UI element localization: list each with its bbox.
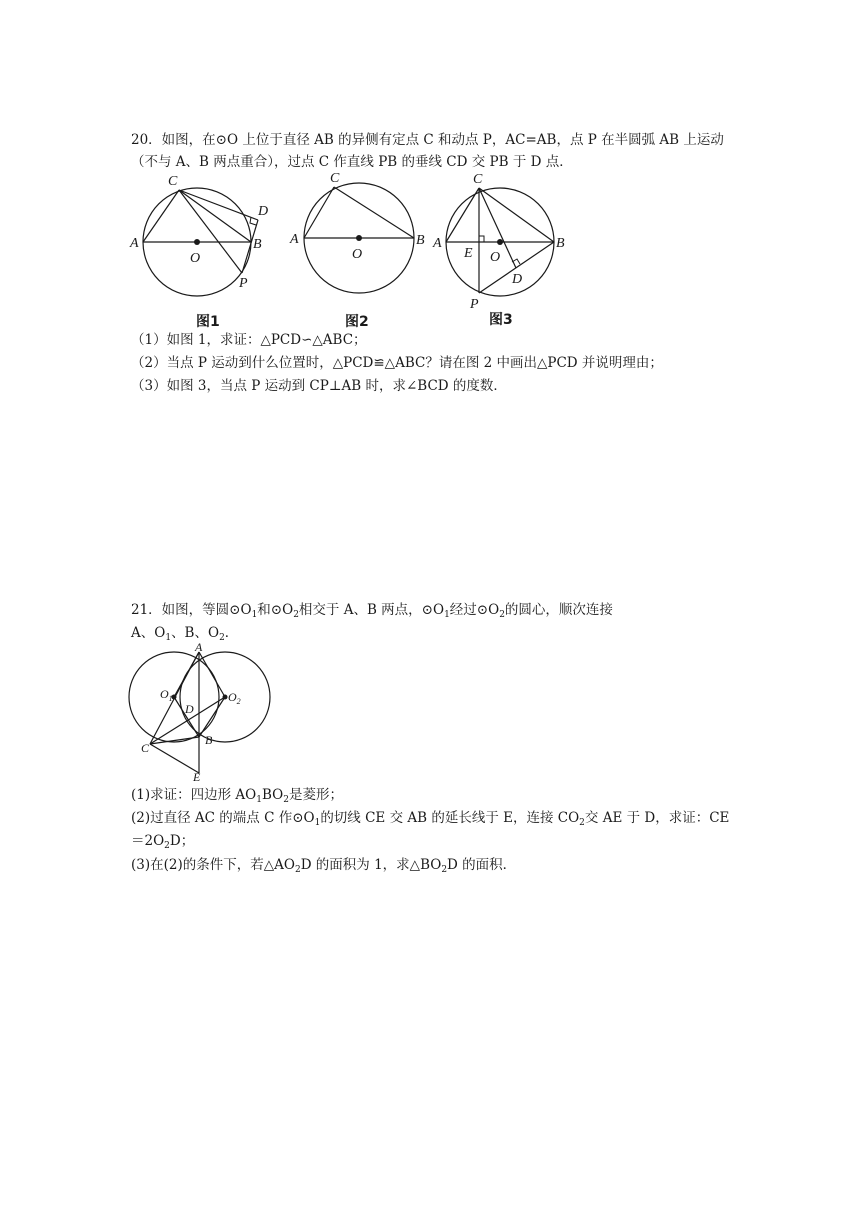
fig2-label-C: C bbox=[330, 171, 340, 186]
fig3-label-D: D bbox=[512, 272, 523, 287]
q21-part1: (1)求证：四边形 $AO_1BO_2$是菱形； bbox=[131, 787, 343, 805]
q20-figure-1 bbox=[128, 168, 288, 334]
fig3-label-B: B bbox=[556, 236, 565, 251]
q21-label-C: C bbox=[141, 741, 150, 755]
fig3-label-P: P bbox=[470, 297, 479, 312]
q21-label-A: A bbox=[195, 640, 203, 654]
fig1-label-C: C bbox=[168, 174, 178, 189]
fig2-label-B: B bbox=[416, 233, 425, 248]
fig3-label-C: C bbox=[473, 172, 483, 187]
fig2-label-A: A bbox=[290, 232, 299, 247]
fig1-label-O: O bbox=[190, 251, 201, 266]
q20-stem-line2: （不与 A、B 两点重合），过点 C 作直线 PB 的垂线 CD 交 PB 于 D 点． bbox=[131, 154, 573, 170]
q21-label-B: B bbox=[205, 733, 213, 747]
q20-stem-line1: 20．如图，在⊙O 上位于直径 AB 的异侧有定点 C 和动点 P，AC=AB，点 P 在半圆弧 AB 上运动 bbox=[131, 132, 724, 148]
q21-part2-line1: (2)过直径 AC 的端点 C 作$⊙O_1$的切线 CE 交 AB 的延长线于 E，连接 $CO_2$交 AE 于 D，求证：CE bbox=[131, 810, 730, 828]
fig3-label-E: E bbox=[464, 246, 473, 261]
q21-stem-line2: A、$O_1$、B、$O_2$． bbox=[131, 625, 239, 643]
q20-part3: （3）如图 3，当点 P 运动到 CP⊥AB 时，求∠BCD 的度数． bbox=[131, 378, 507, 394]
q21-stem-line1: 21．如图，等圆$⊙O_1$和$⊙O_2$相交于 A、B 两点，$⊙O_1$经过$⊙O_2$的圆心，顺次连接 bbox=[131, 602, 613, 620]
q21-part2-line2: $=2O_2D$； bbox=[131, 833, 195, 851]
q21-label-O2: $O_2$ bbox=[228, 690, 241, 706]
fig2-label-O: O bbox=[352, 247, 363, 262]
fig3-caption: 图3 bbox=[489, 312, 513, 328]
fig1-caption: 图1 bbox=[196, 314, 220, 330]
fig2-caption: 图2 bbox=[345, 314, 369, 330]
q21-label-D: D bbox=[185, 702, 194, 716]
fig3-label-A: A bbox=[433, 236, 442, 251]
fig1-label-P: P bbox=[239, 276, 248, 291]
q21-label-O1: $O_1$ bbox=[160, 687, 173, 703]
q20-part2: （2）当点 P 运动到什么位置时，△PCD≌△ABC？请在图 2 中画出△PCD 并说明理由； bbox=[131, 355, 663, 371]
fig1-label-B: B bbox=[253, 237, 262, 252]
q21-figure bbox=[125, 640, 280, 785]
q21-label-E: E bbox=[193, 770, 201, 784]
q20-figure-2 bbox=[288, 168, 438, 334]
fig1-label-A: A bbox=[130, 236, 139, 251]
q20-part1: （1）如图 1，求证：△PCD∽△ABC； bbox=[131, 332, 367, 348]
fig3-label-O: O bbox=[490, 250, 501, 265]
fig1-label-D: D bbox=[258, 204, 269, 219]
q20-figure-3 bbox=[432, 168, 582, 334]
q21-part3: (3)在(2)的条件下，若$\triangle AO_2D$ 的面积为 1，求$\triangle BO_2D$ 的面积． bbox=[131, 857, 517, 875]
